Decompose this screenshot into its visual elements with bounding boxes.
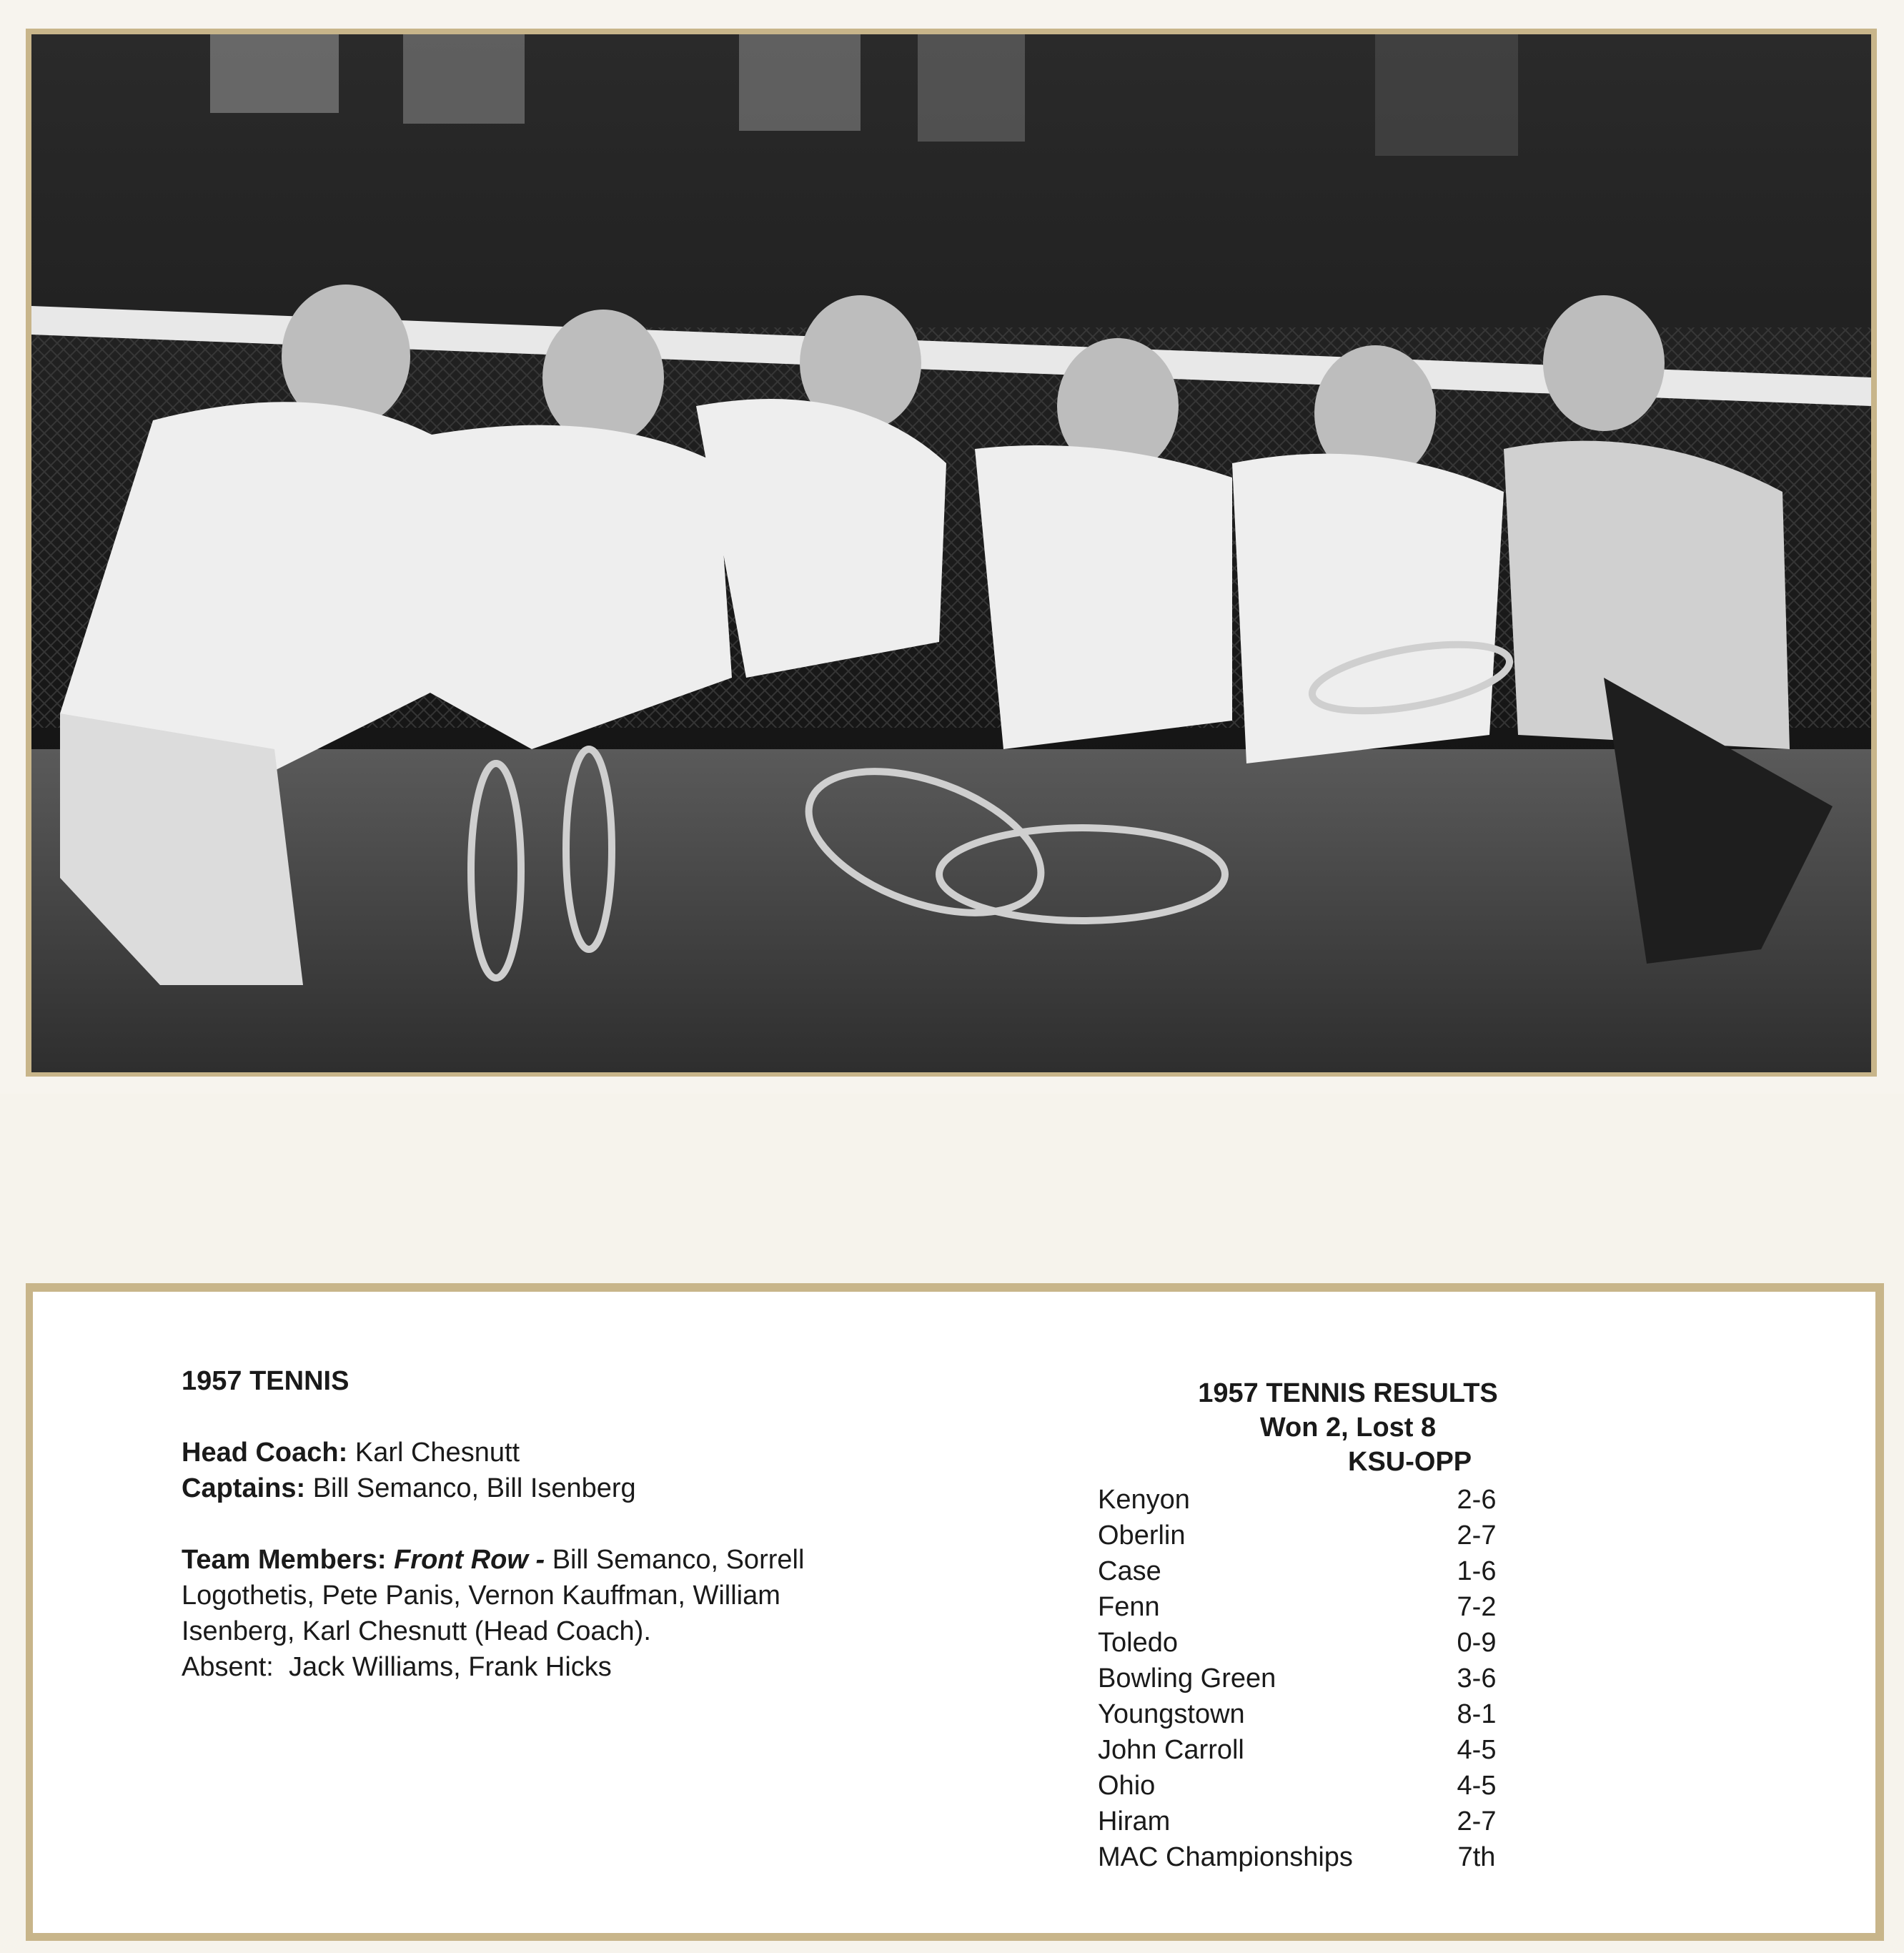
opponent-cell: MAC Championships: [1098, 1842, 1353, 1872]
opponent-cell: Bowling Green: [1098, 1663, 1276, 1694]
opponent-cell: John Carroll: [1098, 1735, 1244, 1765]
results-table: [1098, 1482, 1519, 1875]
table-row: [1098, 1589, 1519, 1625]
team-photo: [31, 34, 1871, 1072]
opponent-cell: Kenyon: [1098, 1485, 1190, 1515]
results-title: 1957 TENNIS RESULTS: [1198, 1378, 1498, 1408]
absent-value: Jack Williams, Frank Hicks: [289, 1652, 612, 1682]
opponent-cell: Youngstown: [1098, 1699, 1245, 1729]
opponent-cell: Oberlin: [1098, 1521, 1186, 1551]
results-block: [1098, 1376, 1598, 1872]
score-cell: 7-2: [1457, 1592, 1497, 1622]
opponent-cell: Ohio: [1098, 1771, 1156, 1801]
team-info: [182, 1363, 1003, 1685]
opponent-cell: Fenn: [1098, 1592, 1160, 1622]
team-members-line: [182, 1542, 1003, 1578]
table-row: [1098, 1518, 1519, 1553]
results-column-header: KSU-OPP: [1348, 1447, 1472, 1477]
caption-card: [33, 1292, 1875, 1933]
captains-line: [182, 1470, 1003, 1506]
score-cell: 2-7: [1457, 1521, 1497, 1551]
table-row: [1098, 1482, 1519, 1518]
captains-label: Captains:: [182, 1473, 306, 1503]
head-coach-line: [182, 1435, 1003, 1470]
score-cell: 8-1: [1457, 1699, 1497, 1729]
front-row-label: Front Row -: [394, 1545, 545, 1575]
score-cell: 2-7: [1457, 1806, 1497, 1836]
score-cell: 7th: [1457, 1842, 1496, 1872]
score-cell: 1-6: [1457, 1556, 1497, 1586]
table-row: [1098, 1661, 1519, 1696]
table-row: [1098, 1732, 1519, 1768]
team-members-label: Team Members:: [182, 1545, 387, 1575]
table-row: [1098, 1768, 1519, 1804]
table-row: [1098, 1696, 1519, 1732]
table-row: [1098, 1839, 1519, 1875]
score-cell: 2-6: [1457, 1485, 1497, 1515]
captains-value: Bill Semanco, Bill Isenberg: [312, 1473, 636, 1503]
front-row-names-2: Logothetis, Pete Panis, Vernon Kauffman, William: [182, 1581, 780, 1611]
absent-line: [182, 1649, 1003, 1685]
table-row: [1098, 1804, 1519, 1839]
caption-title: 1957 TENNIS: [182, 1366, 349, 1396]
score-cell: 3-6: [1457, 1663, 1497, 1694]
table-row: [1098, 1625, 1519, 1661]
head-coach-value: Karl Chesnutt: [354, 1438, 520, 1468]
front-row-names-3: Isenberg, Karl Chesnutt (Head Coach).: [182, 1616, 651, 1646]
score-cell: 4-5: [1457, 1771, 1497, 1801]
team-photo-illustration: [31, 34, 1871, 1072]
front-row-names-1: Bill Semanco, Sorrell: [552, 1545, 805, 1575]
absent-label: Absent:: [182, 1652, 274, 1682]
opponent-cell: Toledo: [1098, 1628, 1178, 1658]
table-row: [1098, 1553, 1519, 1589]
opponent-cell: Hiram: [1098, 1806, 1171, 1836]
results-record: Won 2, Lost 8: [1259, 1413, 1437, 1443]
score-cell: 4-5: [1457, 1735, 1497, 1765]
score-cell: 0-9: [1457, 1628, 1497, 1658]
head-coach-label: Head Coach:: [182, 1438, 348, 1468]
opponent-cell: Case: [1098, 1556, 1161, 1586]
